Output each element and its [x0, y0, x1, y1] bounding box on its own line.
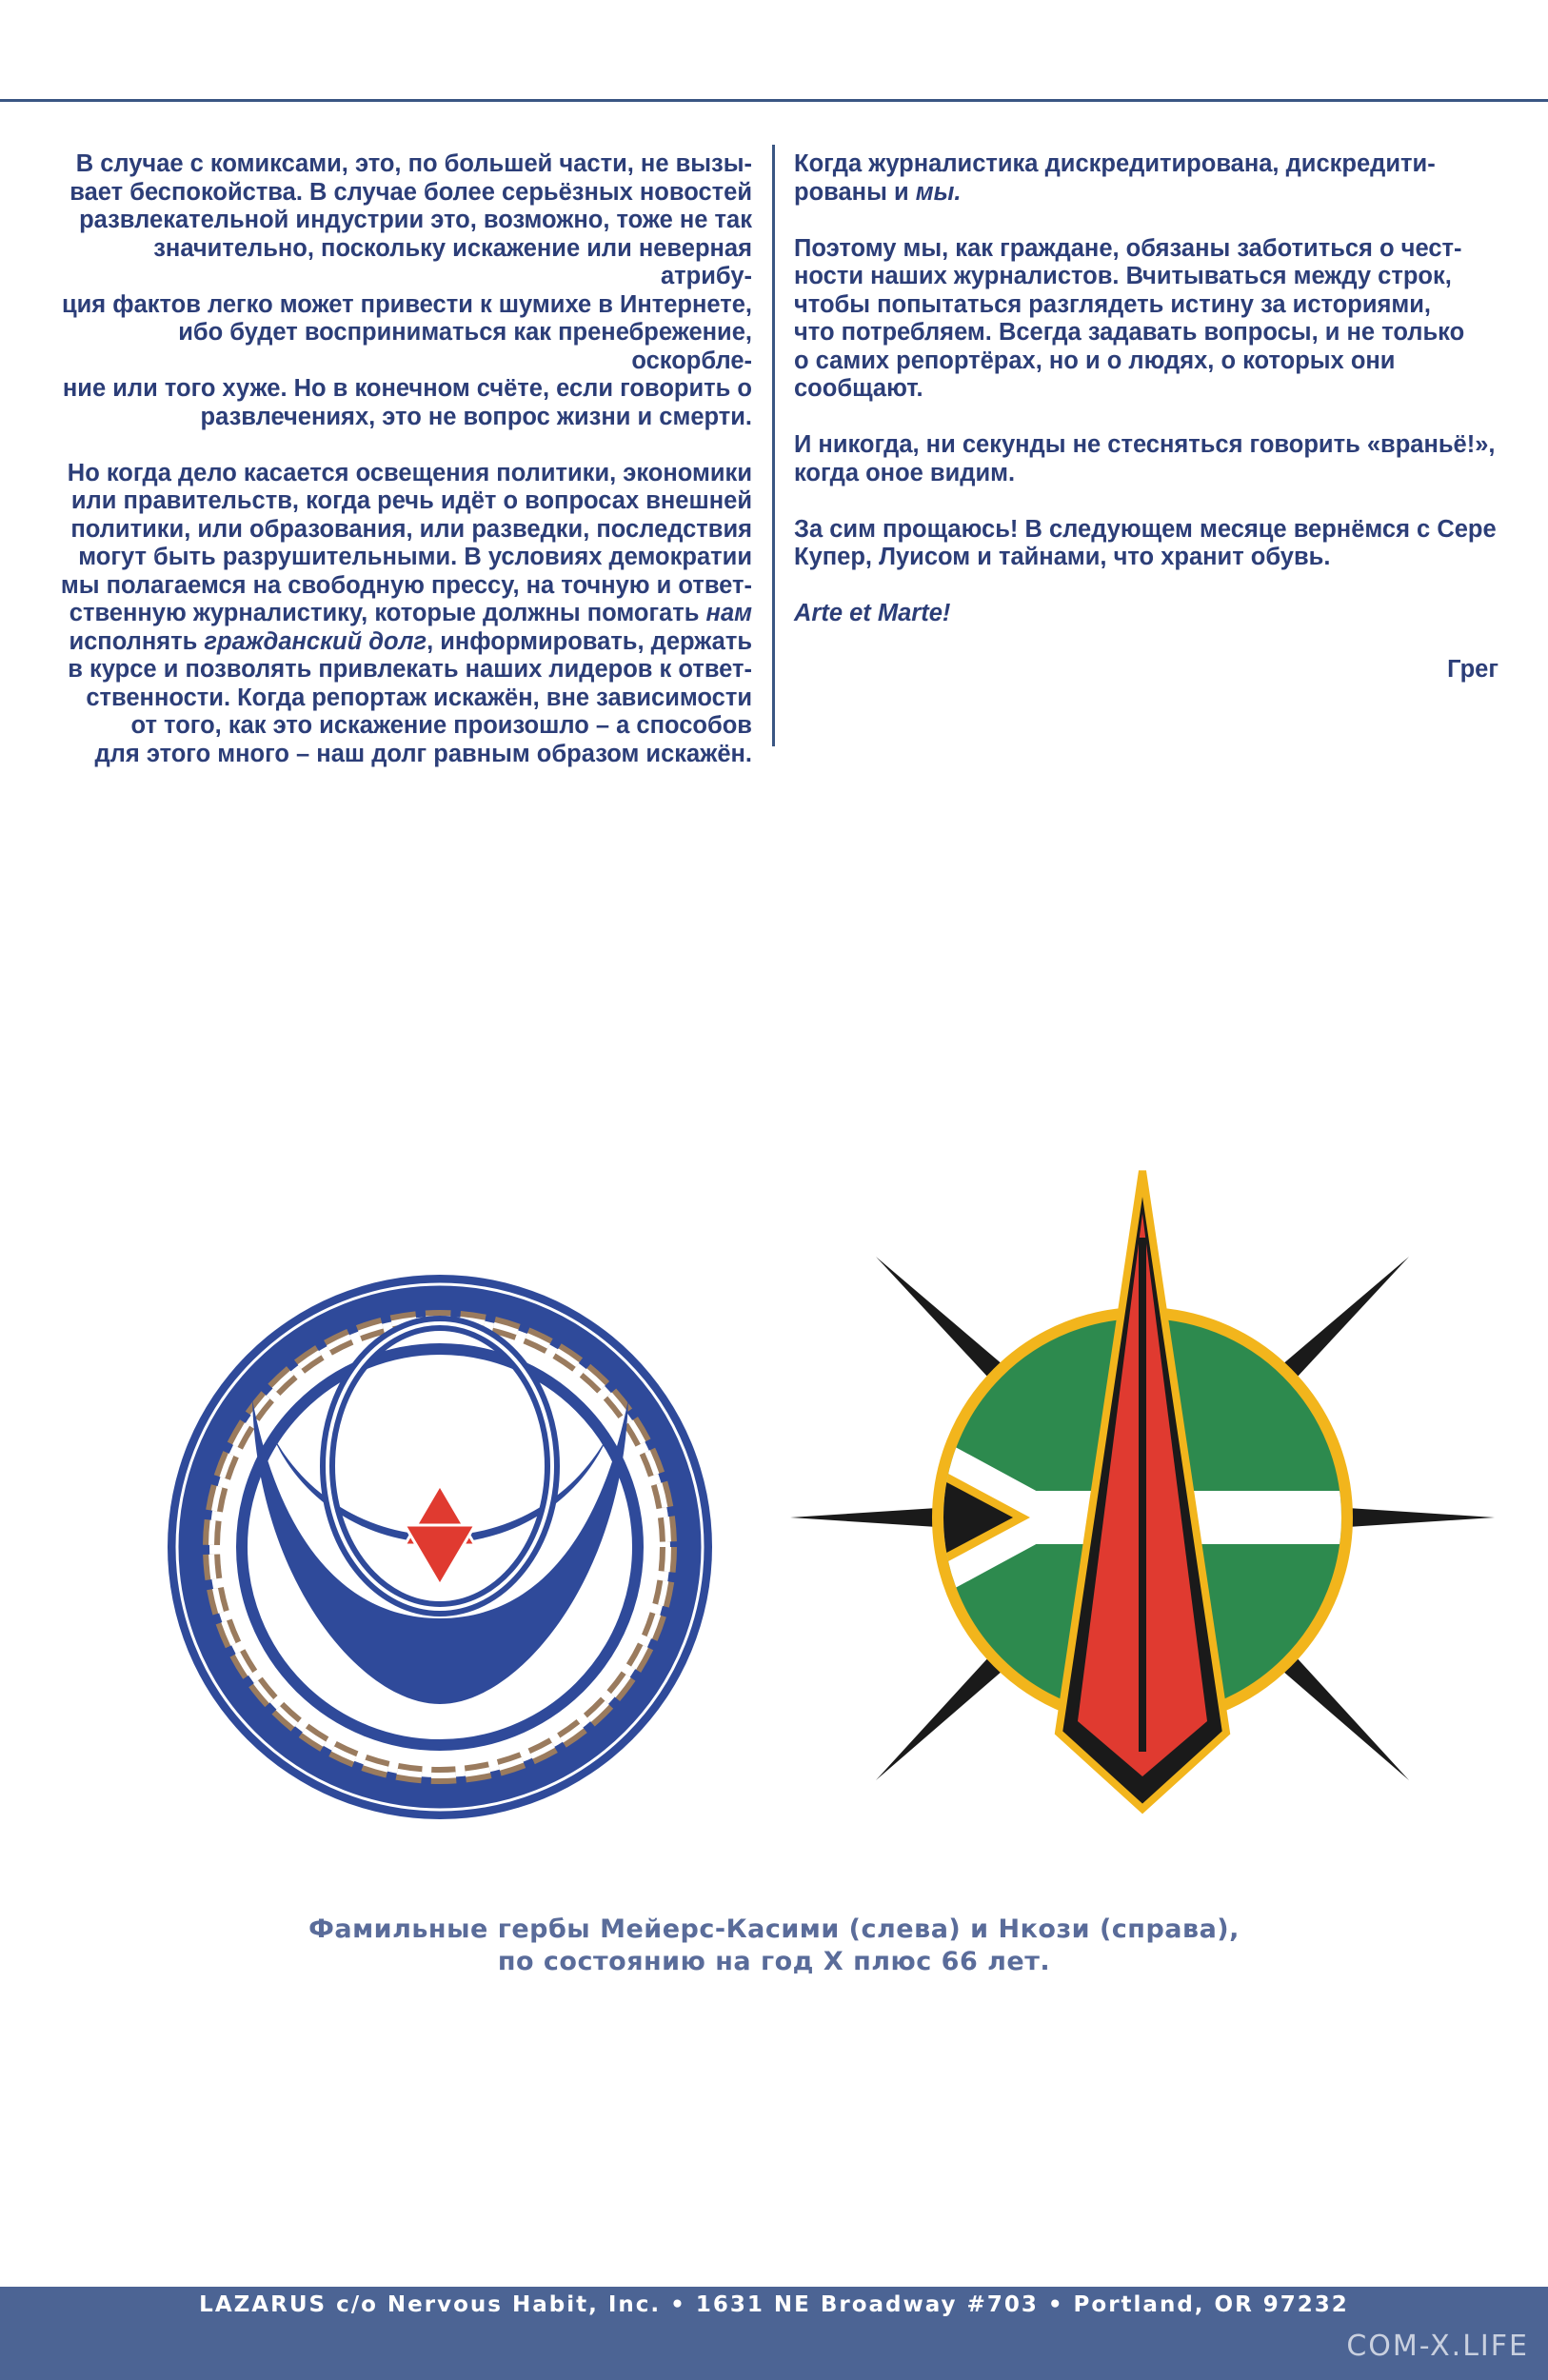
left-paragraph-2: Но когда дело касается освещения политики, экономики или правительств, когда речь идёт о вопросах внешней политики, или образования, или разведки, последствия могут быть разрушительными. В условиях демократии мы полагаемся на свободную прессу, на точную и ответ- ственную журналистику, которые должны помогать нам исполнять гражданский долг, информировать, держать в курсе и позволять привлекать наших лидеров к ответ- ственности. Когда репортаж искажён, вне зависимости от того, как это искажение произошло – а способов для этого много – наш долг равным образом искажён.	[60, 459, 752, 767]
right-paragraph-2: Поэтому мы, как граждане, обязаны заботиться о чест- ности наших журналистов. Вчитываться между строк, чтобы попытаться разглядеть истину за историями, что потребляем. Всегда задавать вопросы, и не только о самих репортёрах, но и о людях, о которых они сообщают.	[794, 234, 1465, 402]
nkozi-crest-icon	[790, 1171, 1495, 1809]
left-paragraph-1: В случае с комиксами, это, по большей части, не вызы- вает беспокойства. В случае более серьёзных новостей развлекательной индустрии это, возможно, тоже не так значительно, поскольку искажение или неверная атрибу- ция фактов легко может привести к шумихе в Интернете, ибо будет восприниматься как пренебрежение, оскорбле- ние или того хуже. Но в конечном счёте, если говорить о развлечениях, это не вопрос жизни и смерти.	[61, 150, 752, 430]
column-divider	[772, 145, 775, 746]
meyers-qasimi-crest-icon	[168, 1275, 712, 1819]
watermark: COM-X.LIFE	[1346, 2330, 1529, 2363]
right-paragraph-4: За сим прощаюсь! В следующем месяце вернёмся с Сере Купер, Луисом и тайнами, что хранит обувь.	[794, 515, 1497, 570]
caption-line-2: по состоянию на год X плюс 66 лет.	[497, 1947, 1051, 1976]
right-column	[794, 150, 1498, 712]
caption-line-1: Фамильные гербы Мейерс-Касими (слева) и Нкози (справа),	[308, 1914, 1240, 1944]
family-crests	[0, 1142, 1548, 1828]
signature: Грег	[1447, 656, 1498, 683]
top-rule	[0, 99, 1548, 102]
motto: Arte et Marte!	[794, 600, 951, 626]
footer-address: LAZARUS c/o Nervous Habit, Inc. • 1631 NE Broadway #703 • Portland, OR 97232	[199, 2292, 1349, 2317]
right-paragraph-3: И никогда, ни секунды не стесняться говорить «враньё!», когда оное видим.	[794, 431, 1496, 486]
crests-caption	[0, 1914, 1548, 1978]
left-column	[57, 150, 752, 797]
right-paragraph-1: Когда журналистика дискредитирована, дискредити- рованы и мы.	[794, 150, 1436, 206]
